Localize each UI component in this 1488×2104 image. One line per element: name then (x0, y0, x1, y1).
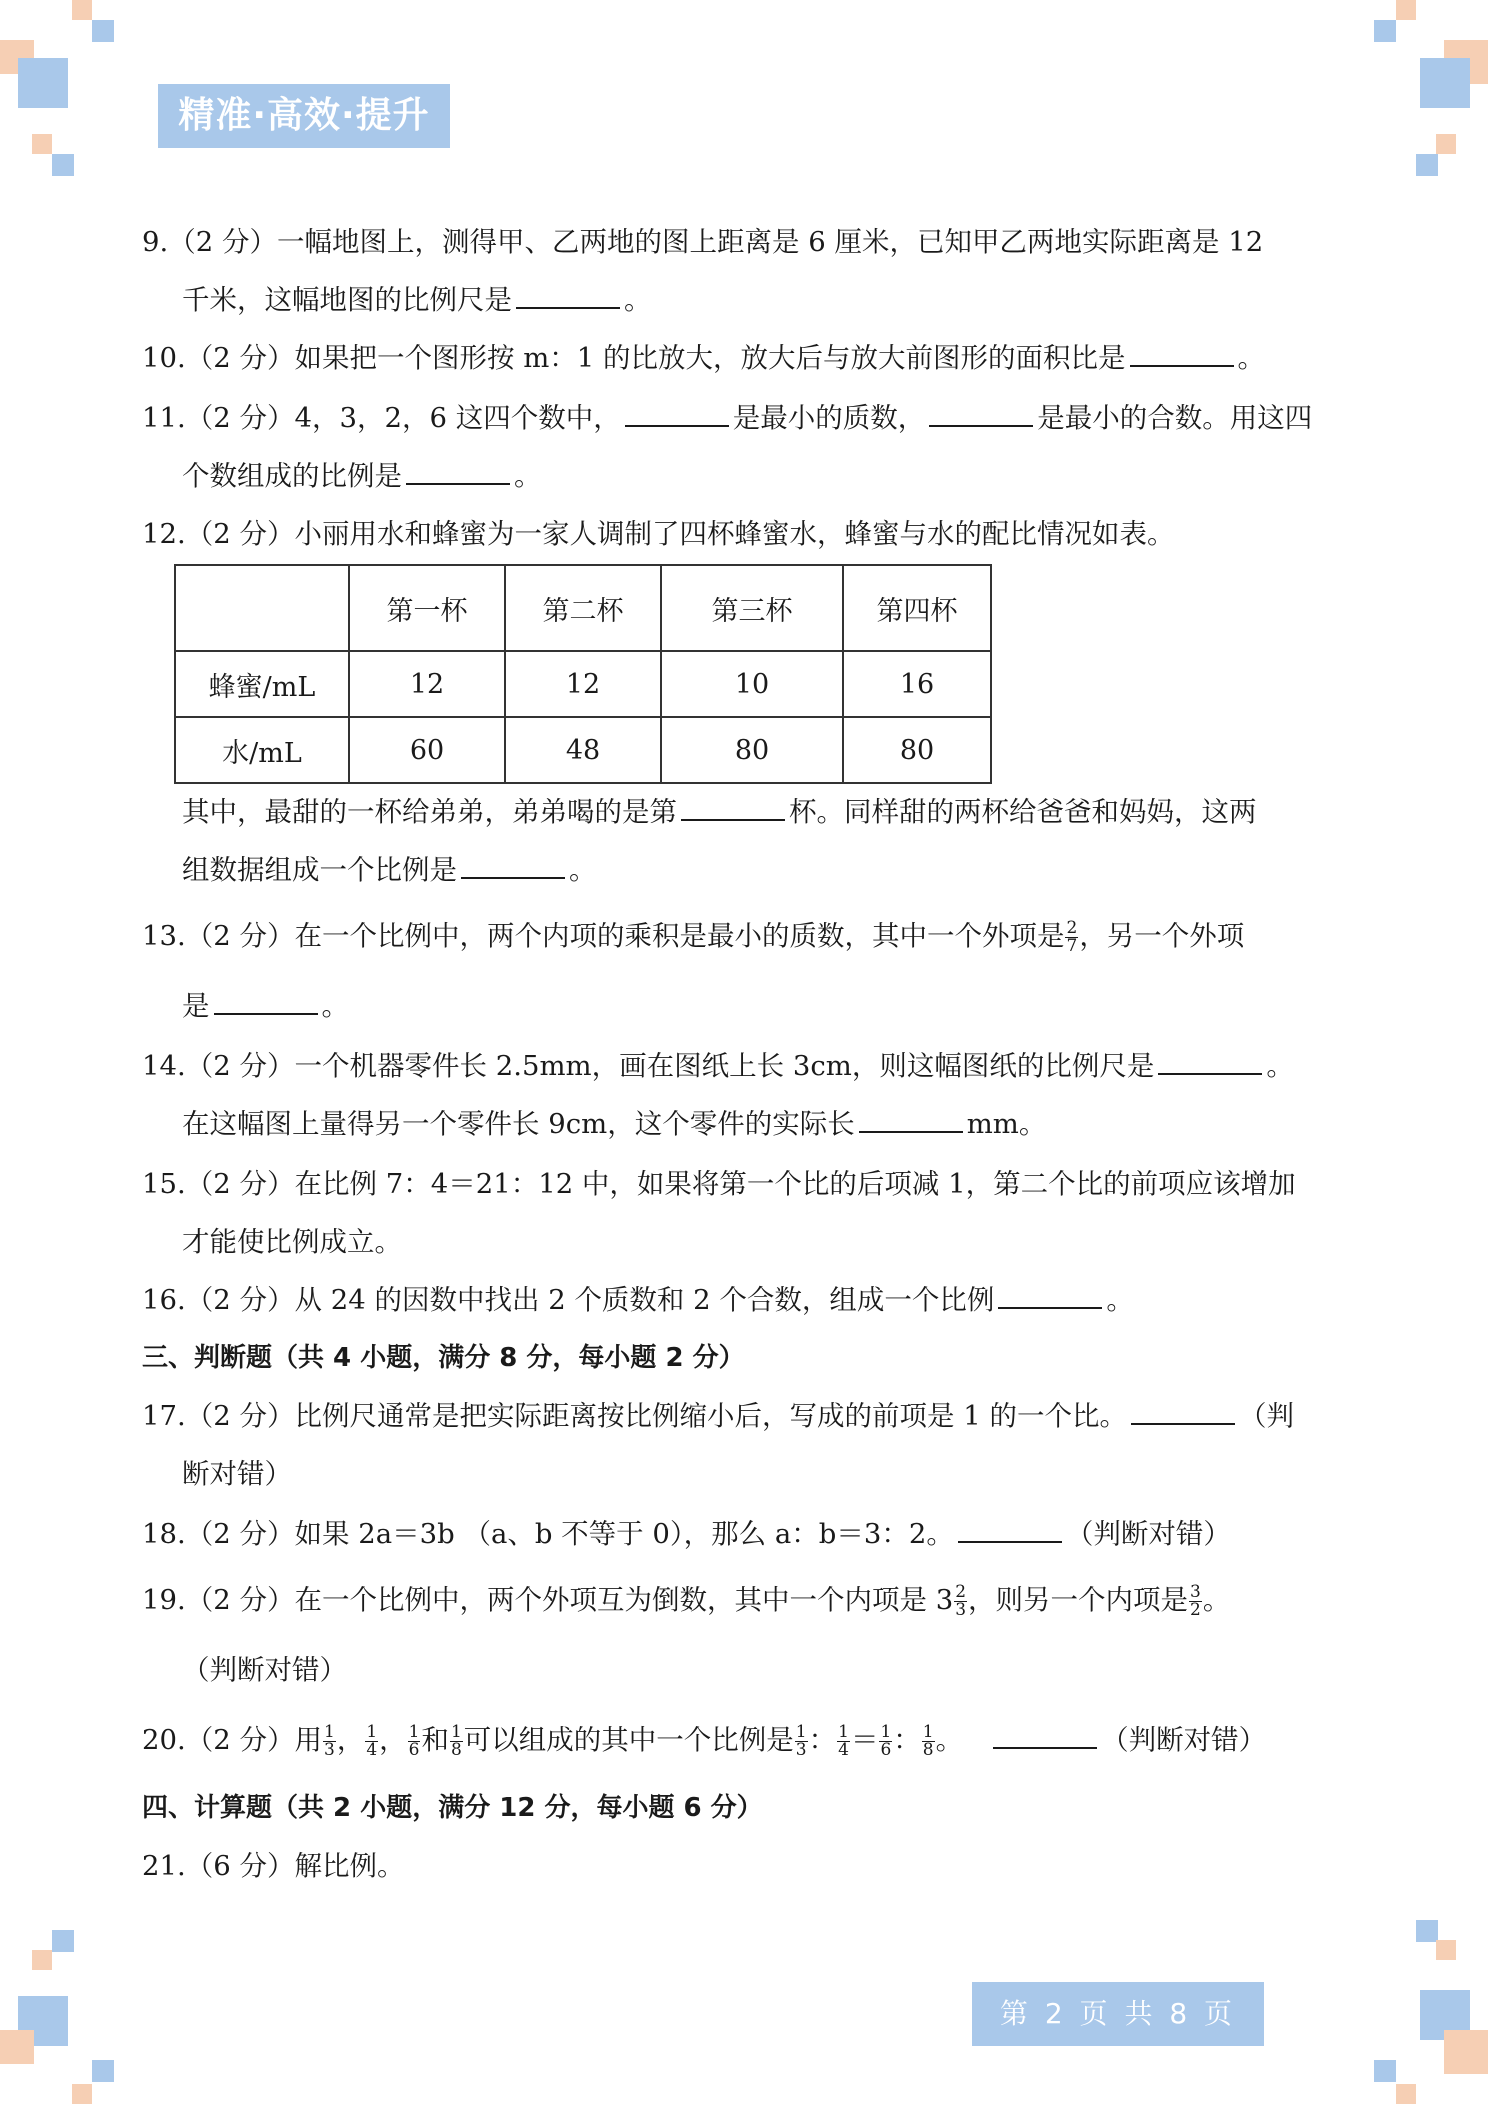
table-cell: 16 (843, 651, 991, 717)
table-header-row (175, 565, 991, 651)
answer-blank[interactable] (625, 403, 729, 427)
question-16: 16.（2 分）从 24 的因数中找出 2 个质数和 2 个合数，组成一个比例 。 (142, 1284, 1134, 1316)
question-12-line2: 其中，最甜的一杯给弟弟，弟弟喝的是第 杯。同样甜的两杯给爸爸和妈妈，这两 (182, 796, 1257, 828)
fraction: $\frac{2}{7}$ (1066, 918, 1078, 956)
question-10: 10.（2 分）如果把一个图形按 m：1 的比放大，放大后与放大前图形的面积比是 。 (142, 342, 1266, 374)
table-header-cell (175, 565, 349, 651)
answer-blank[interactable] (993, 1725, 1097, 1749)
table-header-cell: 第二杯 (505, 565, 661, 651)
section-3-heading: 三、判断题（共 4 小题，满分 8 分，每小题 2 分） (142, 1343, 745, 1373)
answer-blank[interactable] (958, 1519, 1062, 1543)
fraction: $\frac{2}{3}$ (955, 1582, 967, 1620)
answer-blank[interactable] (929, 403, 1033, 427)
question-20: 20.（2 分）用 $\frac{1}{3}$ ， $\frac{1}{4}$ ， $\frac{1}{6}$ 和 $\frac{1}{8}$ 可以组成的其中一个比例是 $\frac{1}{3}$ ： $\frac{1}{4}$ ＝ $\frac{1}{6}$ ： $\frac{1}{8}$ 。 （判断对错） (142, 1722, 1267, 1760)
answer-blank[interactable] (859, 1109, 963, 1133)
honey-water-table (174, 564, 992, 784)
fraction: $\frac{1}{6}$ (408, 1722, 420, 1760)
question-15-line1: 15.（2 分）在比例 7：4＝21：12 中，如果将第一个比的后项减 1，第二个比的前项应该增加 (142, 1168, 1296, 1200)
answer-blank[interactable] (1158, 1051, 1262, 1075)
table-header-cell: 第四杯 (843, 565, 991, 651)
fraction: $\frac{1}{8}$ (922, 1722, 934, 1760)
answer-blank[interactable] (516, 285, 620, 309)
answer-blank[interactable] (998, 1285, 1102, 1309)
question-9-line2: 千米，这幅地图的比例尺是 。 (182, 284, 652, 316)
answer-blank[interactable] (461, 855, 565, 879)
question-12-intro: 12.（2 分）小丽用水和蜂蜜为一家人调制了四杯蜂蜜水，蜂蜜与水的配比情况如表。 (142, 518, 1175, 550)
fraction: $\frac{1}{3}$ (323, 1722, 335, 1760)
table-header-cell: 第一杯 (349, 565, 505, 651)
question-11-line1: 11.（2 分）4，3，2，6 这四个数中， 是最小的质数， 是最小的合数。用这四 (142, 402, 1313, 434)
table-cell: 80 (843, 717, 991, 783)
fraction: $\frac{1}{6}$ (880, 1722, 892, 1760)
table-row (175, 651, 991, 717)
section-4-heading: 四、计算题（共 2 小题，满分 12 分，每小题 6 分） (142, 1793, 763, 1823)
question-13-line2: 是 。 (182, 990, 349, 1022)
table-cell: 蜂蜜/mL (175, 651, 349, 717)
table-cell: 水/mL (175, 717, 349, 783)
question-18: 18.（2 分）如果 2a＝3b （a、b 不等于 0），那么 a：b＝3：2。 （判断对错） (142, 1518, 1231, 1550)
table-cell: 48 (505, 717, 661, 783)
question-15-line2: 才能使比例成立。 (182, 1226, 402, 1258)
table-cell: 12 (505, 651, 661, 717)
table-cell: 12 (349, 651, 505, 717)
table-cell: 10 (661, 651, 843, 717)
table-header-cell: 第三杯 (661, 565, 843, 651)
question-17-line1: 17.（2 分）比例尺通常是把实际距离按比例缩小后，写成的前项是 1 的一个比。 （判 (142, 1400, 1294, 1432)
page-number-badge: 第 2 页 共 8 页 (972, 1982, 1264, 2046)
fraction: $\frac{1}{8}$ (450, 1722, 462, 1760)
question-21: 21.（6 分）解比例。 (142, 1850, 405, 1882)
header-badge: 精准·高效·提升 (158, 84, 450, 148)
table-cell: 60 (349, 717, 505, 783)
answer-blank[interactable] (681, 797, 785, 821)
question-14-line1: 14.（2 分）一个机器零件长 2.5mm，画在图纸上长 3cm，则这幅图纸的比例尺是 。 (142, 1050, 1294, 1082)
fraction: $\frac{3}{2}$ (1190, 1582, 1201, 1620)
fraction: $\frac{1}{3}$ (795, 1722, 807, 1760)
fraction: $\frac{1}{4}$ (366, 1722, 378, 1760)
table-row (175, 717, 991, 783)
question-13-line1: 13.（2 分）在一个比例中，两个内项的乘积是最小的质数，其中一个外项是 $\frac{2}{7}$ ，另一个外项 (142, 918, 1245, 956)
question-14-line2: 在这幅图上量得另一个零件长 9cm，这个零件的实际长 mm。 (182, 1108, 1047, 1140)
question-12-line3: 组数据组成一个比例是 。 (182, 854, 597, 886)
question-19-line2: （判断对错） (182, 1654, 347, 1686)
fraction: $\frac{1}{4}$ (838, 1722, 849, 1760)
question-11-line2: 个数组成的比例是 。 (182, 460, 542, 492)
answer-blank[interactable] (1130, 343, 1234, 367)
table-cell: 80 (661, 717, 843, 783)
question-9-line1: 9.（2 分）一幅地图上，测得甲、乙两地的图上距离是 6 厘米，已知甲乙两地实际距离是 12 (142, 226, 1264, 258)
answer-blank[interactable] (1131, 1401, 1235, 1425)
answer-blank[interactable] (214, 991, 318, 1015)
question-19-line1: 19.（2 分）在一个比例中，两个外项互为倒数，其中一个内项是 3 $\frac{2}{3}$ ，则另一个内项是 $\frac{3}{2}$ 。 (142, 1582, 1231, 1620)
answer-blank[interactable] (406, 461, 510, 485)
question-17-line2: 断对错） (182, 1458, 292, 1490)
